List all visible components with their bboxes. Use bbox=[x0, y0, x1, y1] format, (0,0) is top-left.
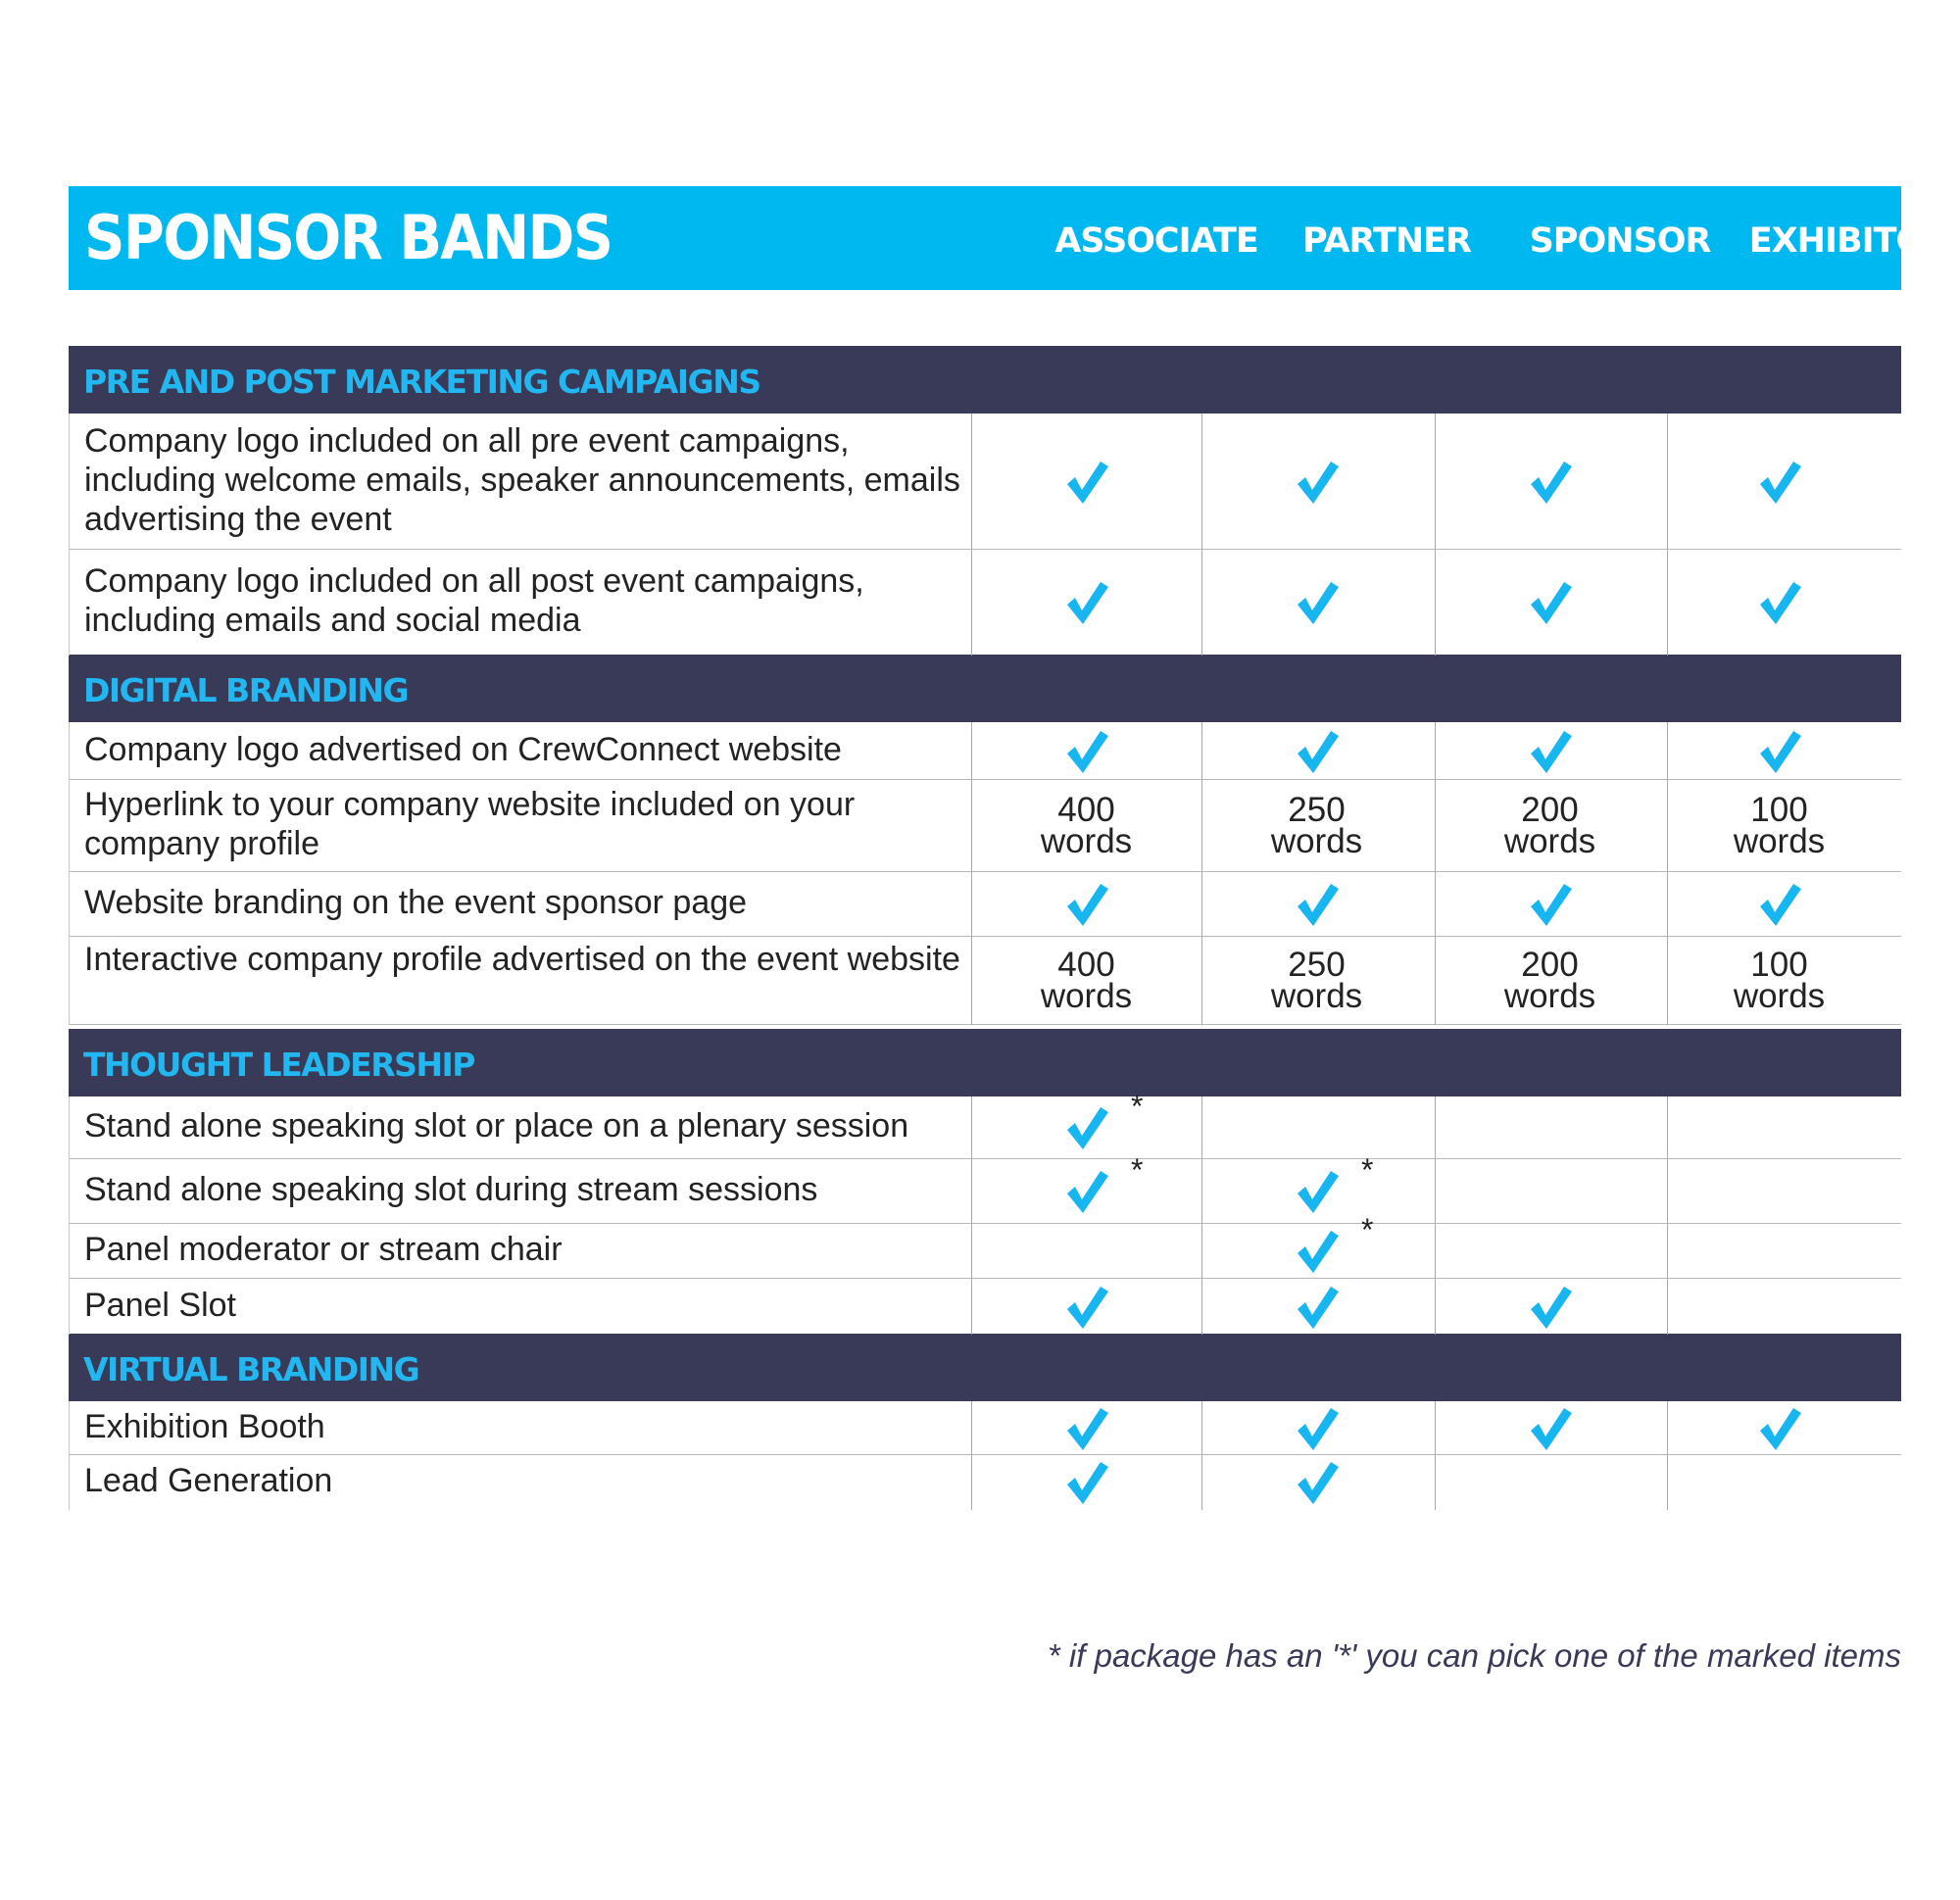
check-icon bbox=[1527, 1405, 1574, 1452]
cell-partner bbox=[1200, 722, 1433, 780]
word-count: 400 words bbox=[1040, 946, 1133, 1015]
column-divider bbox=[971, 1401, 972, 1510]
cell-exhibitor bbox=[1663, 550, 1895, 656]
cell-exhibitor bbox=[1663, 1279, 1895, 1335]
check-icon bbox=[1294, 1405, 1341, 1452]
row-description: Website branding on the event sponsor page bbox=[84, 884, 748, 921]
cell-exhibitor bbox=[1663, 1096, 1895, 1159]
column-divider bbox=[1201, 414, 1202, 656]
column-divider bbox=[1201, 1401, 1202, 1510]
cell-sponsor bbox=[1434, 1455, 1666, 1510]
section-header-pre-and-post-marketing-campaigns bbox=[69, 346, 1901, 414]
footnote: * if package has an '*' you can pick one of the marked items bbox=[1047, 1637, 1901, 1674]
cell-sponsor bbox=[1434, 550, 1666, 656]
sponsor-bands-header bbox=[69, 186, 1950, 290]
cell-partner bbox=[1200, 550, 1433, 656]
cell-sponsor bbox=[1434, 1279, 1666, 1335]
check-icon bbox=[1063, 1405, 1110, 1452]
check-icon bbox=[1527, 459, 1574, 506]
cell-associate bbox=[970, 414, 1202, 550]
cell-sponsor bbox=[1434, 780, 1666, 872]
column-divider bbox=[1667, 414, 1668, 656]
table-left-border bbox=[69, 414, 70, 656]
table-row bbox=[69, 722, 1901, 780]
cell-associate bbox=[970, 937, 1202, 1025]
check-icon bbox=[1294, 579, 1341, 626]
column-divider bbox=[1435, 722, 1436, 1025]
asterisk-marker: * bbox=[1131, 1089, 1144, 1124]
check-icon bbox=[1527, 579, 1574, 626]
cell-sponsor bbox=[1434, 414, 1666, 550]
check-icon bbox=[1063, 1459, 1110, 1506]
check-icon bbox=[1756, 881, 1803, 928]
check-icon bbox=[1063, 728, 1110, 775]
cell-associate bbox=[970, 550, 1202, 656]
cell-associate bbox=[970, 1089, 1202, 1159]
cell-partner bbox=[1200, 872, 1433, 937]
row-description: Company logo included on all pre event campaigns, including welcome emails, speaker announcements, emails advertising the event bbox=[84, 422, 960, 538]
cell-partner bbox=[1200, 1455, 1433, 1510]
cell-associate bbox=[970, 872, 1202, 937]
cell-sponsor bbox=[1434, 1401, 1666, 1455]
cell-exhibitor bbox=[1663, 937, 1895, 1025]
check-icon bbox=[1294, 1212, 1374, 1275]
table-left-border bbox=[69, 722, 70, 1025]
check-icon bbox=[1527, 728, 1574, 775]
table-left-border bbox=[69, 1401, 70, 1510]
row-description: Stand alone speaking slot during stream sessions bbox=[84, 1171, 818, 1208]
check-icon bbox=[1063, 579, 1110, 626]
column-divider bbox=[1201, 722, 1202, 1025]
cell-associate bbox=[970, 1152, 1202, 1224]
check-icon bbox=[1756, 728, 1803, 775]
word-count: 200 words bbox=[1503, 791, 1596, 860]
cell-sponsor bbox=[1434, 722, 1666, 780]
cell-partner bbox=[1200, 780, 1433, 872]
cell-exhibitor bbox=[1663, 1159, 1895, 1224]
cell-sponsor bbox=[1434, 937, 1666, 1025]
cell-exhibitor bbox=[1663, 1224, 1895, 1279]
page-title: SPONSOR BANDS bbox=[84, 202, 612, 273]
cell-partner bbox=[1200, 1152, 1433, 1224]
table-row bbox=[69, 1279, 1901, 1335]
cell-partner bbox=[1200, 1212, 1433, 1279]
cell-associate bbox=[970, 722, 1202, 780]
check-icon bbox=[1756, 579, 1803, 626]
column-divider bbox=[1667, 1096, 1668, 1335]
section-label: DIGITAL BRANDING bbox=[83, 671, 409, 709]
word-count: 400 words bbox=[1040, 791, 1133, 860]
table-row bbox=[69, 414, 1901, 550]
row-divider bbox=[69, 1024, 1901, 1025]
row-description: Stand alone speaking slot or place on a plenary session bbox=[84, 1107, 909, 1145]
word-count: 250 words bbox=[1270, 946, 1363, 1015]
check-icon bbox=[1756, 1405, 1803, 1452]
row-description: Panel Slot bbox=[84, 1287, 236, 1324]
column-header-sponsor: SPONSOR bbox=[1529, 221, 1711, 261]
cell-sponsor bbox=[1434, 1224, 1666, 1279]
word-count: 250 words bbox=[1270, 791, 1363, 860]
check-icon bbox=[1063, 1284, 1110, 1331]
cell-sponsor bbox=[1434, 1096, 1666, 1159]
cell-sponsor bbox=[1434, 872, 1666, 937]
column-header-partner: PARTNER bbox=[1302, 221, 1471, 261]
column-header-exhibitor: EXHIBITOR bbox=[1748, 221, 1950, 261]
asterisk-marker: * bbox=[1131, 1152, 1144, 1188]
row-description: Company logo advertised on CrewConnect website bbox=[84, 731, 842, 768]
word-count: 100 words bbox=[1733, 791, 1826, 860]
cell-exhibitor bbox=[1663, 1455, 1895, 1510]
cell-partner bbox=[1200, 1401, 1433, 1455]
column-divider bbox=[1435, 414, 1436, 656]
check-icon bbox=[1063, 1089, 1144, 1151]
column-divider bbox=[1435, 1401, 1436, 1510]
cell-associate bbox=[970, 780, 1202, 872]
cell-partner bbox=[1200, 414, 1433, 550]
section-label: PRE AND POST MARKETING CAMPAIGNS bbox=[83, 363, 760, 401]
cell-partner bbox=[1200, 1096, 1433, 1159]
check-icon bbox=[1294, 1152, 1374, 1215]
row-description: Panel moderator or stream chair bbox=[84, 1231, 563, 1268]
cell-associate bbox=[970, 1279, 1202, 1335]
column-divider bbox=[1667, 722, 1668, 1025]
column-divider bbox=[971, 1096, 972, 1335]
table-row bbox=[69, 872, 1901, 937]
cell-exhibitor bbox=[1663, 1401, 1895, 1455]
section-header-digital-branding bbox=[69, 655, 1901, 722]
check-icon bbox=[1294, 459, 1341, 506]
row-description: Lead Generation bbox=[84, 1462, 333, 1499]
check-icon bbox=[1294, 1284, 1341, 1331]
cell-partner bbox=[1200, 937, 1433, 1025]
word-count: 200 words bbox=[1503, 946, 1596, 1015]
check-icon bbox=[1063, 881, 1110, 928]
asterisk-marker: * bbox=[1361, 1152, 1374, 1188]
section-label: VIRTUAL BRANDING bbox=[83, 1350, 419, 1388]
check-icon bbox=[1527, 1284, 1574, 1331]
table-row bbox=[69, 780, 1901, 872]
column-divider bbox=[1667, 1401, 1668, 1510]
column-divider bbox=[971, 414, 972, 656]
cell-associate bbox=[970, 1401, 1202, 1455]
cell-exhibitor bbox=[1663, 780, 1895, 872]
check-icon bbox=[1294, 881, 1341, 928]
row-description: Interactive company profile advertised on the event website bbox=[84, 941, 960, 978]
section-label: THOUGHT LEADERSHIP bbox=[83, 1046, 474, 1084]
check-icon bbox=[1063, 1152, 1144, 1215]
section-header-virtual-branding bbox=[69, 1334, 1901, 1401]
cell-associate bbox=[970, 1455, 1202, 1510]
cell-exhibitor bbox=[1663, 722, 1895, 780]
section-header-thought-leadership bbox=[69, 1029, 1901, 1096]
table-left-border bbox=[69, 1096, 70, 1335]
check-icon bbox=[1063, 459, 1110, 506]
column-header-associate: ASSOCIATE bbox=[1054, 221, 1258, 261]
check-icon bbox=[1294, 728, 1341, 775]
cell-sponsor bbox=[1434, 1159, 1666, 1224]
check-icon bbox=[1294, 1459, 1341, 1506]
table-row bbox=[69, 1455, 1901, 1510]
table-row bbox=[69, 1212, 1901, 1279]
table-row bbox=[69, 1152, 1901, 1224]
word-count: 100 words bbox=[1733, 946, 1826, 1015]
column-divider bbox=[1201, 1096, 1202, 1335]
check-icon bbox=[1756, 459, 1803, 506]
asterisk-marker: * bbox=[1361, 1212, 1374, 1247]
row-description: Hyperlink to your company website included on your company profile bbox=[84, 786, 856, 862]
column-divider bbox=[971, 722, 972, 1025]
cell-exhibitor bbox=[1663, 414, 1895, 550]
table-row bbox=[69, 1401, 1901, 1455]
table-row bbox=[69, 937, 1901, 1025]
row-description: Exhibition Booth bbox=[84, 1408, 325, 1445]
cell-exhibitor bbox=[1663, 872, 1895, 937]
cell-partner bbox=[1200, 1279, 1433, 1335]
column-divider bbox=[1435, 1096, 1436, 1335]
table-row bbox=[69, 1089, 1901, 1159]
check-icon bbox=[1527, 881, 1574, 928]
cell-associate bbox=[970, 1224, 1202, 1279]
table-row bbox=[69, 550, 1901, 656]
row-description: Company logo included on all post event campaigns, including emails and social media bbox=[84, 562, 864, 639]
